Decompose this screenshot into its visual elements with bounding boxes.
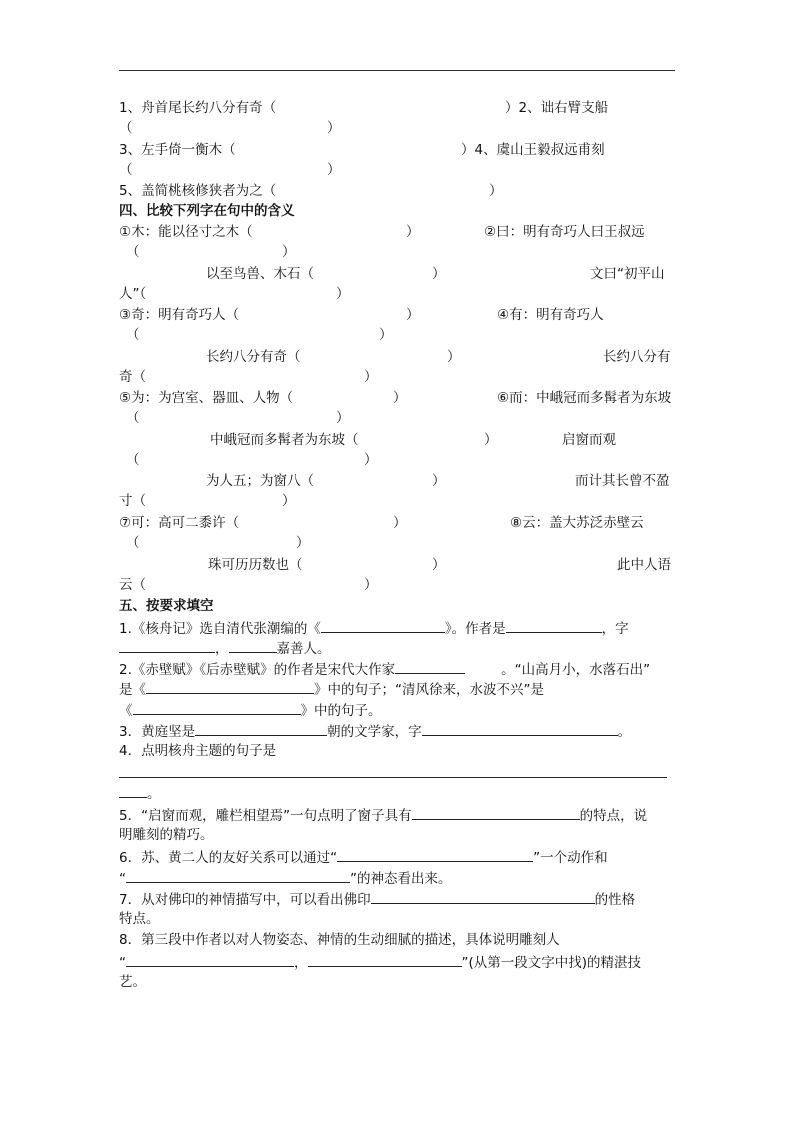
s5-q8-line1: 8．第三段中作者以对人物姿态、神情的生动细腻的描述，具体说明雕刻人 (119, 932, 560, 948)
q3-line2-open: （ (119, 120, 133, 136)
s4-r8-left: 奇（ (119, 369, 146, 385)
s4-r3-left: 以至鸟兽、木石（ (206, 266, 314, 282)
s4-r15-close: ） (393, 515, 407, 531)
s4-r9-close: ） (393, 390, 407, 406)
s4-r18-close: ） (364, 577, 378, 593)
s4-r9-right: ⑥而：中峨冠而多髯者为东坡 (497, 390, 672, 406)
s4-r4-left: 人”（ (119, 286, 147, 302)
s5-q1-line1: 1.《核舟记》选自清代张潮编的《 》。作者是 ，字 (119, 618, 629, 638)
s5-q2-line3: 《 》中的句子。 (119, 700, 382, 720)
q3-line4-close: ） (327, 162, 341, 178)
s4-r3-close: ） (432, 266, 446, 282)
s5-q4-line3: 。 (119, 783, 161, 803)
section4-heading: 四、比较下列字在句中的含义 (119, 203, 295, 219)
s5-q8-line2: “ ， ”(从第一段文字中找)的精湛技 (119, 952, 641, 972)
s4-r17-right: 此中人语 (617, 557, 671, 573)
s4-r7-right: 长约八分有 (603, 349, 671, 365)
s4-r7-left: 长约八分有奇（ (206, 349, 301, 365)
s4-r11-left: 中峨冠而多髯者为东坡（ (210, 432, 359, 448)
s5-q3-line: 3．黄庭坚是 朝的文学家，字 。 (119, 721, 631, 741)
s5-q2-blank-author[interactable] (395, 659, 465, 674)
s5-q5-line2: 明雕刻的精巧。 (119, 827, 214, 843)
s4-r5-close: ） (406, 307, 420, 323)
s4-r1-right: ②曰：明有奇巧人曰王叔远 (484, 224, 645, 240)
q3-line1-left: 1、舟首尾长约八分有奇（ (119, 100, 277, 116)
s4-r1-close: ） (406, 224, 420, 240)
s4-r16-close: ） (296, 535, 310, 551)
s5-q4-blank-line2[interactable] (119, 783, 147, 798)
s5-q1-blank-book[interactable] (321, 618, 445, 633)
s4-r10-open: （ (126, 410, 140, 426)
s5-q6-blank-expression[interactable] (126, 868, 350, 883)
q3-line3-right: ）4、虞山王毅叔远甫刻 (461, 142, 605, 158)
s5-q3-blank-dynasty[interactable] (195, 721, 327, 736)
s4-r5-right: ④有：明有奇巧人 (497, 307, 604, 323)
q3-line2-close: ） (327, 120, 341, 136)
s4-r2-close: ） (282, 244, 296, 260)
s4-r2-open: （ (126, 244, 140, 260)
s4-r10-close: ） (336, 410, 350, 426)
s4-r8-close: ） (364, 369, 378, 385)
s5-q7-line2: 特点。 (119, 911, 160, 927)
s4-r3-right: 文曰“初平山 (590, 266, 665, 282)
s5-q6-line2: “ ”的神态看出来。 (119, 868, 452, 888)
s4-r17-left: 珠可历历数也（ (208, 557, 303, 573)
s4-r7-close: ） (447, 349, 461, 365)
s4-r12-open: （ (126, 452, 140, 468)
s5-q1-blank-hometown[interactable] (229, 638, 277, 653)
s4-r15-right: ⑧云：盖大苏泛赤壁云 (510, 515, 644, 531)
s5-q4-text: 4．点明核舟主题的句子是 (119, 743, 277, 759)
s5-q2-blank-work1[interactable] (146, 679, 314, 694)
s4-r6-close: ） (379, 327, 393, 343)
s5-q8-blank-1[interactable] (126, 952, 294, 967)
s5-q1-blank-courtesy[interactable] (119, 638, 215, 653)
s4-r4-close: ） (336, 286, 350, 302)
s5-q4-blank-line1[interactable] (119, 777, 667, 778)
s5-q2-line2: 是《 》中的句子；“清风徐来，水波不兴”是 (119, 679, 544, 699)
s4-r12-close: ） (364, 452, 378, 468)
header-rule (119, 70, 675, 71)
s4-r17-close: ） (432, 557, 446, 573)
q3-line5-left: 5、盖简桃核修狭者为之（ (119, 183, 277, 199)
s5-q5-line1: 5．“启窗而观，雕栏相望焉”一句点明了窗子具有 的特点，说 (119, 805, 647, 825)
s5-q7-blank[interactable] (371, 889, 595, 904)
s5-q2-blank-work2[interactable] (133, 700, 301, 715)
s5-q6-blank-action[interactable] (337, 847, 533, 862)
q3-line4-open: （ (119, 162, 133, 178)
s4-r1-left: ①木：能以径寸之木（ (119, 224, 253, 240)
s5-q3-blank-courtesy[interactable] (422, 721, 618, 736)
s5-q1-line2: ， 嘉善人。 (119, 638, 331, 658)
q3-line3-left: 3、左手倚一衡木（ (119, 142, 236, 158)
s4-r15-left: ⑦可：高可二黍许（ (119, 515, 240, 531)
q3-line5-close: ） (489, 183, 503, 199)
s4-r9-left: ⑤为：为宫室、器皿、人物（ (119, 390, 294, 406)
section5-heading: 五、按要求填空 (119, 598, 214, 614)
s4-r14-close: ） (282, 493, 296, 509)
s4-r6-open: （ (126, 327, 140, 343)
s4-r14-left: 寸（ (119, 493, 146, 509)
s4-r13-close: ） (432, 473, 446, 489)
s4-r5-left: ③奇：明有奇巧人（ (119, 307, 240, 323)
s4-r16-open: （ (126, 535, 140, 551)
s5-q7-line1: 7．从对佛印的神情描写中，可以看出佛印 的性格 (119, 889, 635, 909)
s5-q1-blank-author[interactable] (506, 618, 602, 633)
s5-q6-line1: 6．苏、黄二人的友好关系可以通过“ ”一个动作和 (119, 847, 608, 867)
s5-q8-line3: 艺。 (119, 974, 146, 990)
s4-r18-left: 云（ (119, 577, 146, 593)
s4-r11-close: ） (484, 432, 498, 448)
s4-r13-right: 而计其长曾不盈 (575, 473, 670, 489)
s4-r13-left: 为人五；为窗八（ (206, 473, 314, 489)
s5-q5-blank[interactable] (412, 805, 580, 820)
q3-line1-right: ）2、诎右臂支船 (505, 100, 609, 116)
s5-q2-line1: 2.《赤壁赋》《后赤壁赋》的作者是宋代大作家 。“山高月小，水落石出” (119, 659, 650, 679)
s4-r11-right: 启窗而观 (562, 432, 616, 448)
s5-q8-blank-2[interactable] (308, 952, 462, 967)
